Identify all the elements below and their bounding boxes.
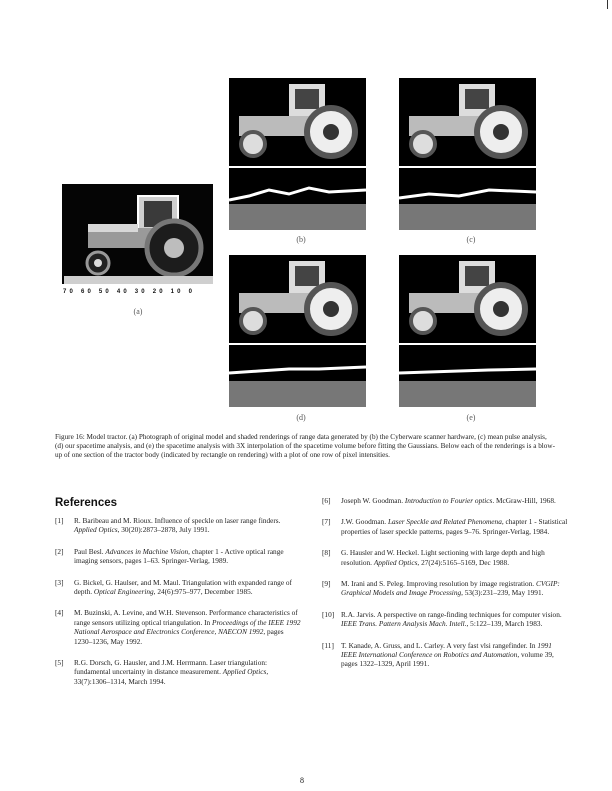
references-column-right (322, 496, 568, 681)
reference-text: T. Kanade, A. Gruss, and L. Carley. A very fast vlsi rangefinder. In (341, 640, 538, 650)
reference-venue: 1991 IEEE International Conference on Robotics and Automation (341, 640, 552, 660)
blowup-e (399, 345, 536, 407)
reference-number: [8] (322, 548, 331, 558)
reference-number: [1] (55, 516, 64, 525)
reference-venue: Applied Optics (373, 557, 418, 567)
blowup-c (399, 168, 536, 230)
reference-number: [7] (322, 517, 331, 527)
figure-caption: Figure 16: Model tractor. (a) Photograph of original model and shaded renderings of range data generated by (b) the Cyberware scanner hardware, (c) mean pulse analysis, (d) our spacetime analysis, and (e) the spacetime analysis with 3X interpolation of the spacetime volume before fitting the Gaussians. Below each of the renderings is a blow-up of one section of the tractor body (indicated by rectangle on rendering) with a plot of one row of pixel intensities. (55, 433, 555, 459)
blowup-d (229, 345, 366, 407)
reference-number: [2] (55, 546, 64, 556)
reference-text: . McGraw-Hill, 1968. (492, 496, 556, 505)
rendering-e-image (399, 255, 536, 343)
reference-venue: Laser Speckle and Related Phenomena (387, 517, 502, 527)
page-edge-mark (607, 0, 608, 9)
reference-venue: Introduction to Fourier optics (404, 496, 493, 505)
reference-item (322, 579, 568, 598)
reference-text: , 5:122–139, March 1983. (466, 619, 543, 629)
reference-item (322, 517, 568, 536)
page-number: 8 (300, 776, 304, 785)
photo-panel-a (62, 184, 213, 284)
reference-number: [11] (322, 640, 334, 650)
reference-venue: IEEE Trans. Pattern Analysis Mach. Intell. (341, 619, 467, 629)
reference-item (322, 641, 568, 669)
reference-item (55, 608, 301, 646)
reference-item (55, 658, 301, 686)
reference-text: , chapter 1 - Active optical range imaging sensors, pages 1–63. Springer-Verlag, 1989. (74, 546, 284, 566)
reference-number: [5] (55, 658, 64, 668)
label-b: (b) (296, 235, 306, 244)
reference-item (55, 578, 301, 597)
reference-text: , 24(6):975–977, December 1985. (153, 587, 253, 597)
reference-text: , chapter 1 - Statistical properties of laser speckle patterns, pages 9–76. Springer-Verlag, 1984. (341, 517, 568, 536)
reference-venue: Advances in Machine Vision (105, 546, 189, 556)
rendering-b (229, 78, 366, 166)
rendering-d (229, 255, 366, 343)
reference-number: [6] (322, 496, 331, 505)
reference-number: [4] (55, 608, 64, 618)
reference-text: , pages 1230–1236, May 1992. (74, 627, 284, 646)
reference-text: G. Hausler and W. Heckel. Light sectioning with large depth and high resolution. (341, 548, 545, 567)
reference-item (322, 610, 568, 629)
reference-text: Joseph W. Goodman. (341, 496, 405, 505)
ruler-scale: 70 60 50 40 30 20 10 0 (63, 289, 196, 295)
label-e: (e) (466, 413, 476, 422)
reference-text: R.A. Jarvis. A perspective on range-finding techniques for computer vision. (341, 609, 562, 619)
rendering-c-image (399, 78, 536, 166)
tractor-photo (62, 184, 213, 284)
rendering-b-image (229, 78, 366, 166)
label-c: (c) (466, 235, 476, 244)
reference-text: R. Baribeau and M. Rioux. Influence of speckle on laser range finders. (74, 516, 281, 525)
reference-text: , 53(3):231–239, May 1991. (461, 588, 544, 598)
reference-text: M. Buzinski, A. Levine, and W.H. Stevenson. Performance characteristics of range sensors utilizing optical triangulation. In (74, 608, 298, 627)
reference-venue: Proceedings of the IEEE 1992 National Aerospace and Electronics Conference, NAECON 1992 (74, 617, 301, 637)
label-a: (a) (133, 307, 143, 316)
reference-number: [10] (322, 609, 335, 619)
reference-item (55, 516, 301, 535)
reference-item (55, 547, 301, 566)
reference-item (322, 496, 568, 505)
reference-text: , volume 39, pages 1322–1329, April 1991. (341, 650, 554, 669)
references-heading: References (55, 497, 118, 509)
reference-venue: CVGIP: Graphical Models and Image Processing (341, 579, 560, 598)
reference-text: M. Irani and S. Peleg. Improving resolution by image registration. (341, 579, 536, 589)
reference-text: , 27(24):5165–5169, Dec 1988. (417, 557, 510, 567)
rendering-d-image (229, 255, 366, 343)
reference-text: Paul Besl. (74, 546, 106, 556)
reference-venue: Applied Optics (74, 525, 118, 535)
label-d: (d) (296, 413, 306, 422)
reference-text: G. Bickel, G. Haulser, and M. Maul. Triangulation with expanded range of depth. (74, 577, 292, 597)
reference-item (322, 548, 568, 567)
reference-number: [9] (322, 579, 331, 589)
reference-venue: Applied Optics (222, 667, 267, 677)
rendering-c (399, 78, 536, 166)
blowup-b (229, 168, 366, 230)
reference-text: , 30(20):2873–2878, July 1991. (117, 525, 210, 535)
rendering-e (399, 255, 536, 343)
reference-venue: Optical Engineering (93, 587, 154, 597)
reference-text: J.W. Goodman. (341, 517, 388, 527)
reference-text: , 33(7):1306–1314, March 1994. (74, 667, 269, 686)
reference-number: [3] (55, 577, 64, 587)
references-column-left (55, 516, 301, 698)
reference-text: R.G. Dorsch, G. Hausler, and J.M. Herrmann. Laser triangulation: fundamental uncertainty in distance measurement. (74, 658, 268, 677)
